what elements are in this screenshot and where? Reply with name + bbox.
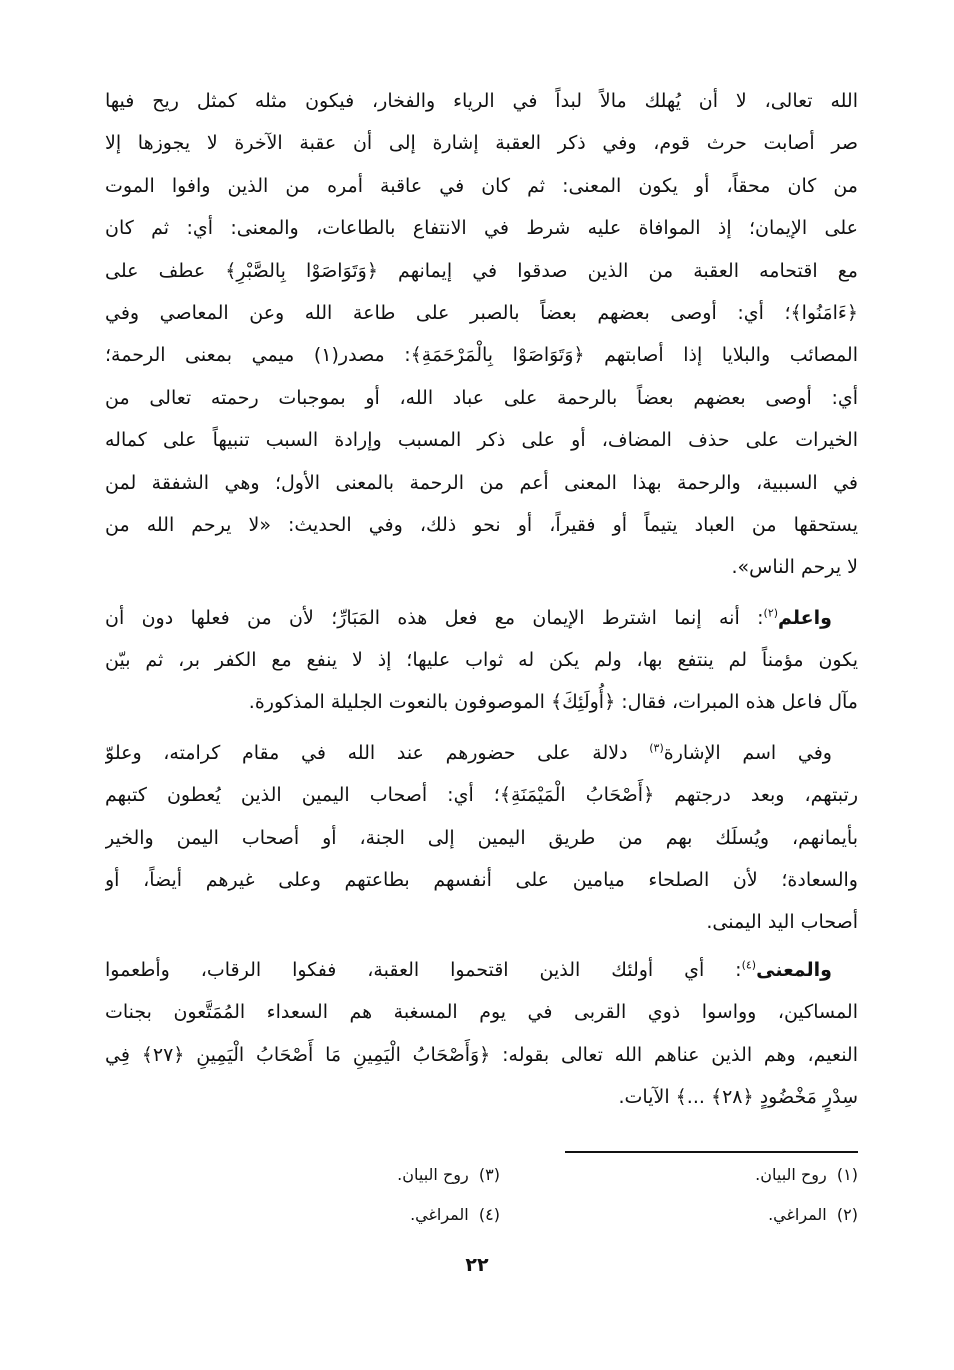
footnote-text: روح البيان. (397, 1165, 469, 1184)
text-line: المساكين، وواسوا ذوي القربى في يوم المسغبة هم السعداء المُمَتَّعون بجنات (105, 1001, 858, 1024)
text-line: مآل فاعل هذه المبرات، فقال: ﴿أُولَئِكَ﴾ الموصوفون بالنعوت الجليلة المذكورة. (248, 691, 858, 714)
page-number: ٢٢ (465, 1254, 489, 1276)
text-line: لا يرحم الناس». (731, 556, 858, 579)
footnote-divider (565, 1151, 858, 1153)
footnote-1 (755, 1165, 858, 1184)
text-line: بأيمانهم، ويُسلَك بهم من طريق اليمين إلى الجنة، أو أصحاب اليمن والخير (105, 826, 858, 849)
text-line: من كان محقاً، أو يكون المعنى: ثم كان في عاقبة أمره من الذين وافوا الموت (105, 174, 858, 197)
footnote-ref: (٣) (649, 741, 664, 755)
text-line (105, 949, 858, 991)
line-rest: دلالة على حضورهم عند الله في مقام كرامته، وعلوّ (105, 741, 650, 764)
line-rest: : أي أولئك الذين اقتحموا العقبة، ففكوا الرقاب، وأطعموا (105, 958, 742, 981)
text-line: مع اقتحامه العقبة من الذين صدقوا في إيمانهم ﴿وَتَوَاصَوْا بِالصَّبْرِ﴾ عطف على (105, 259, 858, 282)
text-line: أصحاب اليد اليمنى. (706, 911, 858, 934)
footnote-number: (١) (836, 1165, 858, 1184)
paragraph-3 (105, 732, 858, 944)
lead-word: والمعنى (756, 958, 832, 981)
footnote-ref: (٢) (763, 606, 779, 620)
lead-word: وفي اسم الإشارة (663, 741, 832, 764)
footnote-number: (٢) (836, 1205, 858, 1224)
text-line (105, 732, 858, 774)
footnote-number: (٤) (478, 1205, 500, 1224)
paragraph-1 (105, 80, 858, 589)
footnote-ref: (٤) (741, 958, 757, 972)
footnote-text: المراغي. (410, 1205, 469, 1224)
text-line: في السببية، والرحمة بهذا المعنى أعم من الرحمة بالمعنى الأول؛ وهي الشفقة لمن (105, 471, 858, 494)
text-line: على الإيمان؛ إذ الموافاة عليه شرط في الانتفاع بالطاعات، والمعنى: أي: ثم كان (105, 217, 858, 240)
text-line: سِدْرٍ مَخْضُودٍ ﴿٢٨﴾ ...﴾ الآيات. (618, 1085, 858, 1108)
text-line: الخيرات على حذف المضاف، أو على ذكر المسبب وإرادة السبب تنبيهاً على كماله (105, 429, 858, 452)
text-line: يستحقها من العباد يتيماً أو فقيراً، أو نحو ذلك، وفي الحديث: «لا يرحم الله من (105, 513, 858, 536)
footnote-4 (410, 1205, 500, 1224)
page-body (105, 80, 858, 1118)
line-rest: : أنه إنما اشترط الإيمان مع فعل هذه المَبَارِّ؛ لأن من فعلها دون أن (105, 606, 764, 629)
text-line: الله تعالى، لا أن يُهلك مالاً لبداً في الرياء والفخار، فيكون مثله كمثل ريح فيها (105, 90, 858, 112)
text-line: يكون مؤمناً لم ينتفع بها، ولم يكن له ثواب عليها؛ إذ لا ينفع مع الكفر بر، ثم بيّن (105, 649, 858, 672)
footnote-number: (٣) (478, 1165, 500, 1184)
footnote-3 (397, 1165, 500, 1184)
footnote-text: المراغي. (768, 1205, 827, 1224)
paragraph-2 (105, 597, 858, 724)
lead-word: واعلم (778, 606, 832, 629)
text-line: صر أصابت حرث قوم، وفي ذكر العقبة إشارة إلى أن عقبة الآخرة لا يجوزها إلا (105, 132, 858, 155)
text-line: ﴿ءَامَنُوا﴾؛ أي: أوصى بعضهم بعضاً بالصبر على طاعة الله وعن المعاصي وفي (105, 301, 858, 324)
footnote-text: روح البيان. (755, 1165, 827, 1184)
text-line: أي: أوصى بعضهم بعضاً بالرحمة على عباد الله، أو بموجبات رحمته تعالى من (105, 386, 858, 409)
text-line: المصائب والبلايا إذا أصابتهم ﴿وَتَوَاصَوْا بِالْمَرْحَمَةِ﴾: مصدر(١) ميمي بمعنى الرحمة؛ (105, 344, 858, 367)
text-line: النعيم، وهم الذين عناهم الله تعالى بقوله: ﴿وَأَصْحَابُ الْيَمِينِ مَا أَصْحَابُ الْيَمِينِ ﴿٢٧﴾ فِي (105, 1043, 858, 1066)
paragraph-4 (105, 949, 858, 1119)
text-line: والسعادة؛ لأن الصلحاء ميامين على أنفسهم بطاعتهم وعلى غيرهم أيضاً، أو (105, 869, 858, 892)
text-line (105, 597, 858, 639)
footnote-2 (768, 1205, 858, 1224)
text-line: رتبتهم، وبعد درجتهم ﴿أَصْحَابُ الْمَيْمَنَةِ﴾؛ أي: أصحاب اليمين الذين يُعطون كتبهم (105, 784, 858, 807)
